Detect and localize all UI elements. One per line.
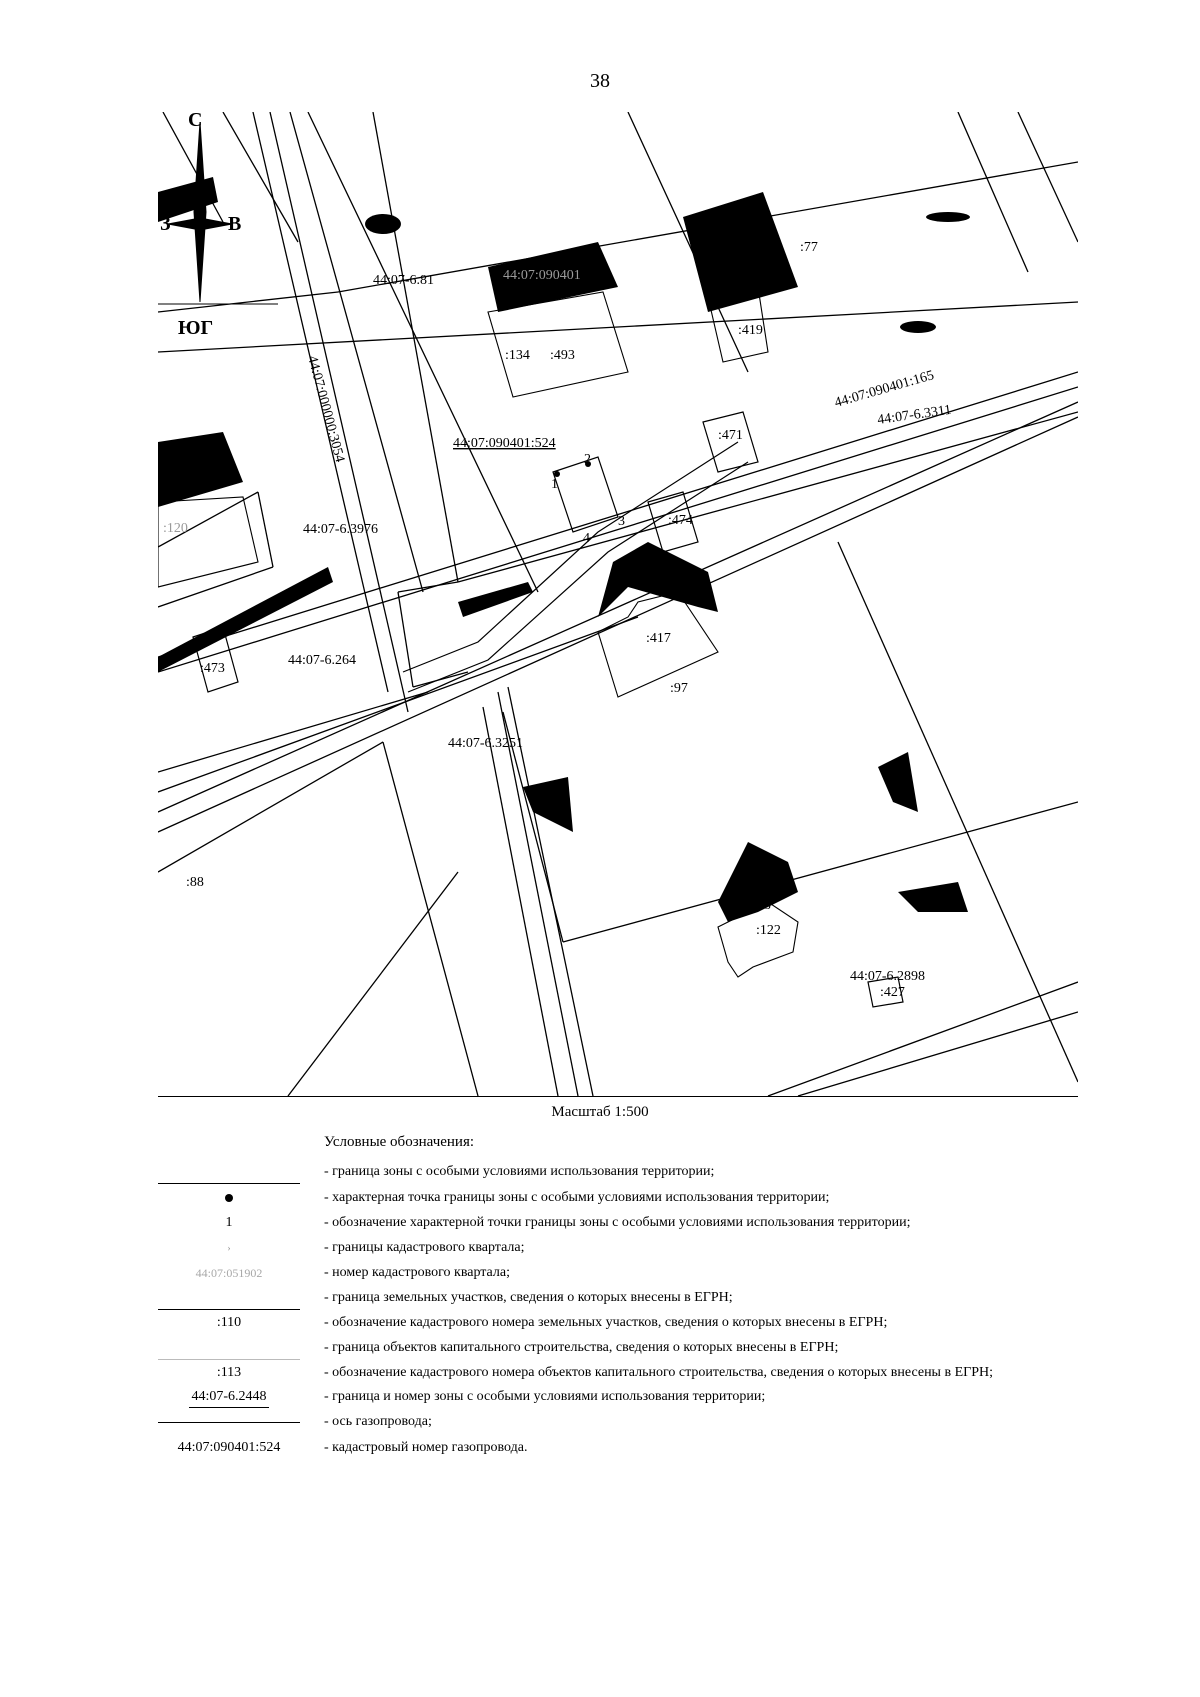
parcel-label: :88 [186,875,204,890]
zone-label: 44:07-6.264 [288,653,357,668]
zone-label: 44:07-6.3251 [448,736,524,751]
legend-item: 44:07-6.2448 - граница и номер зоны с особыми условиями использования территории; [158,1385,1088,1409]
map-scale: Масштаб 1:500 [551,1104,649,1120]
legend-symbol-building-number: :113 [216,1365,242,1380]
parcel-label: :88 [753,898,771,913]
boundary-point-label: 1 [551,477,558,492]
zone-label: 44:07-6.2898 [850,969,926,984]
boundary-point-label: 2 [584,452,591,467]
legend-symbol-point [158,1186,300,1210]
compass-west-label: З [160,213,171,235]
buildings-outlines [158,287,798,977]
legend-item: 1 - обозначение характерной точки границы зоны с особыми условиями использования территории; [158,1211,1088,1235]
zone-label: 44:07-6.3976 [303,522,379,537]
legend-item: :110 - обозначение кадастрового номера земельных участков, сведения о которых внесены в ЕГРН; [158,1311,1088,1335]
legend-item: 44:07:051902 - номер кадастрового квартала; [158,1261,1088,1285]
legend-symbol-quarter-boundary: › [227,1243,231,1253]
boundary-point-label: 4 [583,531,590,546]
legend-symbol-point-number: 1 [225,1215,233,1230]
page-number: 38 [590,70,610,92]
boundary-point-label: 3 [618,514,625,529]
legend-symbol-quarter-number: 44:07:051902 [195,1266,263,1280]
ghost-quarter-label: 44:07:090401 [503,268,581,283]
legend-item: - ось газопровода; [158,1410,1088,1434]
oks-label: :427 [880,985,905,1000]
parcel-label: :77 [800,240,818,255]
legend-symbol-parcel-boundary [158,1286,300,1310]
legend-item: - граница земельных участков, сведения о которых внесены в ЕГРН; [158,1286,1088,1310]
legend-symbol-zone-number: 44:07-6.2448 [158,1385,300,1409]
parcel-label: :134 [505,348,530,363]
building-hatching [158,177,970,922]
quarter-label: 44:07:090401:165 [832,368,936,411]
oks-label: :474 [668,513,693,528]
legend-item: :113 - обозначение кадастрового номера объектов капитального строительства, сведения о которых внесены в ЕГРН; [158,1361,1088,1385]
compass-south-label: ЮГ [178,317,214,339]
compass-north-label: С [188,112,203,131]
legend-item: 44:07:090401:524 - кадастровый номер газопровода. [158,1436,1088,1460]
legend-symbol-gas-number: 44:07:090401:524 [177,1440,281,1455]
parcel-label: :97 [670,681,688,696]
gas-pipe-number-label: 44:07:090401:524 [453,436,556,451]
map-bottom-border [158,1096,1078,1097]
map-canvas [158,112,1078,1096]
legend-symbol-building-boundary [158,1336,300,1360]
parcel-label: :122 [756,923,781,938]
parcel-boundaries [158,112,1078,1096]
legend-item: › - границы кадастрового квартала; [158,1236,1088,1260]
quarter-label: 44:07:000000:3054 [304,354,348,464]
parcel-label: :120 [163,521,188,536]
legend-item: - граница объектов капитального строительства, сведения о которых внесены в ЕГРН; [158,1336,1088,1360]
gas-pipeline-zone [193,412,903,1007]
legend-symbol-gas-axis [158,1410,300,1434]
oks-label: :473 [200,661,225,676]
legend-symbol-parcel-number: :110 [216,1315,242,1330]
parcel-label: :419 [738,323,763,338]
oks-label: :471 [718,428,743,443]
parcel-label: :417 [646,631,671,646]
legend-item: - характерная точка границы зоны с особыми условиями использования территории; [158,1186,1088,1210]
zone-label: 44:07-6.3311 [876,402,953,428]
legend-symbol-zone-boundary [158,1160,300,1184]
zone-label: 44:07-6.81 [373,273,435,288]
compass-east-label: В [228,213,242,235]
legend-title: Условные обозначения: [324,1134,475,1150]
cadastral-map [158,112,1078,1096]
parcel-label: :493 [550,348,575,363]
legend-item: - граница зоны с особыми условиями использования территории; [158,1160,1088,1184]
